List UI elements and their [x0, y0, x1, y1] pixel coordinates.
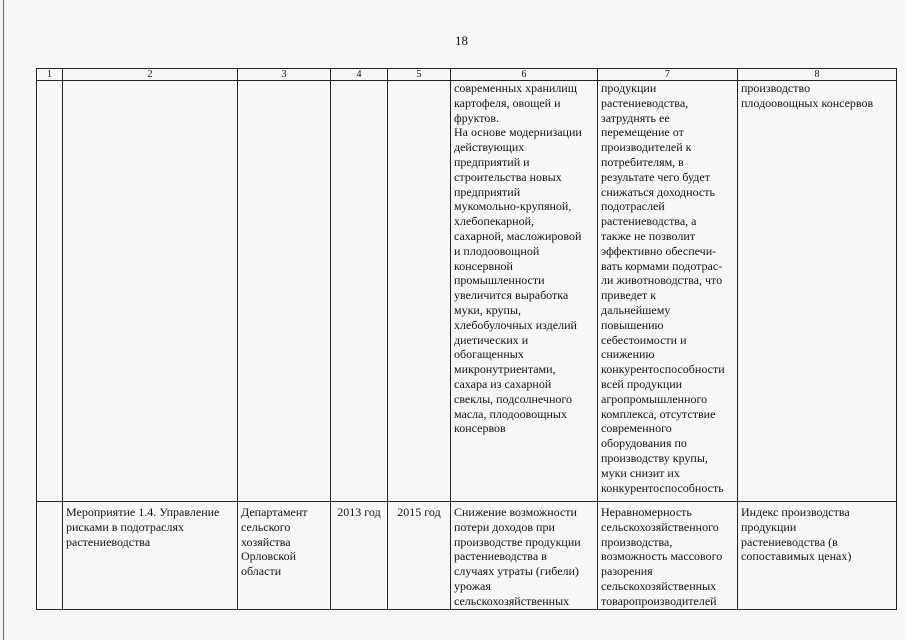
cell-text-line: консервов [454, 421, 506, 436]
cell-text-line: продукции [601, 81, 657, 95]
scan-edge-line [3, 0, 4, 640]
cell-text-line: современных хранилищ [454, 81, 577, 95]
cell-text-line: рисками в подотраслях [66, 519, 184, 534]
cell-text-line: современного [601, 421, 672, 436]
cell-text-line: хозяйства [241, 534, 291, 549]
cell-text-line: сопоставимых ценах) [741, 549, 852, 564]
cell-text-line: растениеводства в [454, 549, 547, 564]
cell-r1-c7 [598, 81, 738, 502]
cell-text-line: оборудования по [601, 436, 687, 451]
cell-text-line: На основе модернизации [454, 125, 582, 140]
executor-cell [238, 502, 331, 610]
cell-text-line: конкурентоспособность [601, 480, 724, 495]
cell-text-line: действующих [454, 140, 525, 155]
cell-text-line: хлебобулочных изделий [454, 317, 577, 332]
cell-text-line: сахарной, масложировой [454, 228, 582, 243]
cell-text-line: Неравномерность [601, 505, 692, 519]
expected-result-cell [451, 502, 598, 610]
cell-text-line: хлебопекарной, [454, 214, 534, 229]
cell-text-line: снижаться доходность [601, 184, 715, 199]
table-row [37, 502, 897, 610]
cell-r1-c3 [238, 81, 331, 502]
cell-text-line: области [241, 564, 282, 579]
cell-text-line: сахара из сахарной [454, 376, 552, 391]
cell-text-line: производству крупы, [601, 450, 708, 465]
cell-text-line: затруднять ее [601, 110, 670, 125]
cell-text-line: производства, [601, 534, 673, 549]
header-col-8: 8 [738, 69, 897, 81]
cell-text-line: сельскохозяйственных [454, 593, 570, 608]
cell-text-line: комплекса, отсутствие [601, 406, 716, 421]
cell-text-line: обогащенных [454, 347, 524, 362]
cell-text-line: диетических и [454, 332, 529, 347]
indicator-cell [738, 502, 897, 610]
header-col-4: 4 [331, 69, 388, 81]
cell-text-line: потери доходов при [454, 519, 555, 534]
measures-table [36, 68, 897, 610]
cell-text-line: предприятий [454, 184, 521, 199]
cell-text-line: строительства новых [454, 169, 562, 184]
measure-title-cell [63, 502, 238, 610]
cell-text-line: растениеводства, [601, 95, 689, 110]
cell-text-line: приведет к [601, 288, 657, 303]
cell-r1-c8 [738, 81, 897, 502]
cell-text-line: перемещение от [601, 125, 684, 140]
cell-text-line: предприятий и [454, 154, 530, 169]
cell-text-line: масла, плодоовощных [454, 406, 567, 421]
cell-text-line: эффективно обеспечи- [601, 243, 717, 258]
cell-text-line: картофеля, овощей и [454, 95, 561, 110]
header-col-6: 6 [451, 69, 598, 81]
cell-text-line: мукомольно-крупяной, [454, 199, 572, 214]
cell-text-line: себестоимости и [601, 332, 687, 347]
cell-text-line: повышению [601, 317, 664, 332]
cell-text-line: промышленности [454, 273, 545, 288]
cell-text-line: подотраслей [601, 199, 665, 214]
cell-r1-c2 [63, 81, 238, 502]
cell-text-line: урожая [454, 578, 491, 593]
cell-text-line: Снижение возможности [454, 505, 577, 519]
cell-text-line: снижению [601, 347, 655, 362]
page-number: 18 [455, 33, 468, 48]
cell-text-line: Орловской [241, 549, 297, 564]
header-col-2: 2 [63, 69, 238, 81]
cell-r1-c6 [451, 81, 598, 502]
cell-text-line: сельскохозяйственного [601, 519, 719, 534]
cell-r1-c1 [37, 81, 63, 502]
cell-r1-c4 [331, 81, 388, 502]
cell-text-line: товаропроизводителей [601, 593, 717, 608]
cell-text-line: растениеводства, а [601, 214, 697, 229]
cell-text-line: вать кормами подотрас- [601, 258, 723, 273]
start-year-cell: 2013 год [331, 502, 388, 610]
cell-text-line: результате чего будет [601, 169, 710, 184]
cell-text-line: случаях утраты (гибели) [454, 564, 579, 579]
cell-text-line: разорения [601, 564, 653, 579]
cell-text-line: фруктов. [454, 110, 500, 125]
consequences-cell [598, 502, 738, 610]
header-col-7: 7 [598, 69, 738, 81]
cell-text-line: Индекс производства [741, 505, 850, 519]
cell-text-line: агропромышленного [601, 391, 708, 406]
table-header-row [37, 69, 897, 81]
cell-text-line: Департамент [241, 505, 308, 519]
cell-text-line: конкурентоспособности [601, 362, 725, 377]
cell-text-line: свеклы, подсолнечного [454, 391, 572, 406]
cell-text-line: дальнейшему [601, 302, 671, 317]
cell-text-line: растениеводства (в [741, 534, 838, 549]
cell-text-line: ли животноводства, что [601, 273, 723, 288]
header-col-1: 1 [37, 69, 63, 81]
table-row [37, 81, 897, 502]
cell-text-line: муки, крупы, [454, 302, 522, 317]
cell-text-line: производителей к [601, 140, 692, 155]
cell-text-line: и плодоовощной [454, 243, 540, 258]
cell-text-line: сельского [241, 519, 291, 534]
end-year-cell: 2015 год [388, 502, 451, 610]
cell-text-line: продукции [741, 519, 797, 534]
header-col-3: 3 [238, 69, 331, 81]
cell-r2-c1 [37, 502, 63, 610]
cell-text-line: всей продукции [601, 376, 683, 391]
header-col-5: 5 [388, 69, 451, 81]
cell-text-line: также не позволит [601, 228, 695, 243]
cell-text-line: Мероприятие 1.4. Управление [66, 505, 220, 519]
cell-text-line: сельскохозяйственных [601, 578, 717, 593]
cell-text-line: производство [741, 81, 811, 95]
cell-text-line: увеличится выработка [454, 288, 569, 303]
cell-text-line: потребителям, в [601, 154, 684, 169]
cell-text-line: муки снизит их [601, 465, 680, 480]
cell-text-line: консервной [454, 258, 513, 273]
cell-text-line: возможность массового [601, 549, 723, 564]
cell-text-line: микронутриентами, [454, 362, 556, 377]
cell-text-line: плодоовощных консервов [741, 95, 874, 110]
cell-r1-c5 [388, 81, 451, 502]
cell-text-line: производстве продукции [454, 534, 581, 549]
cell-text-line: растениеводства [66, 534, 151, 549]
